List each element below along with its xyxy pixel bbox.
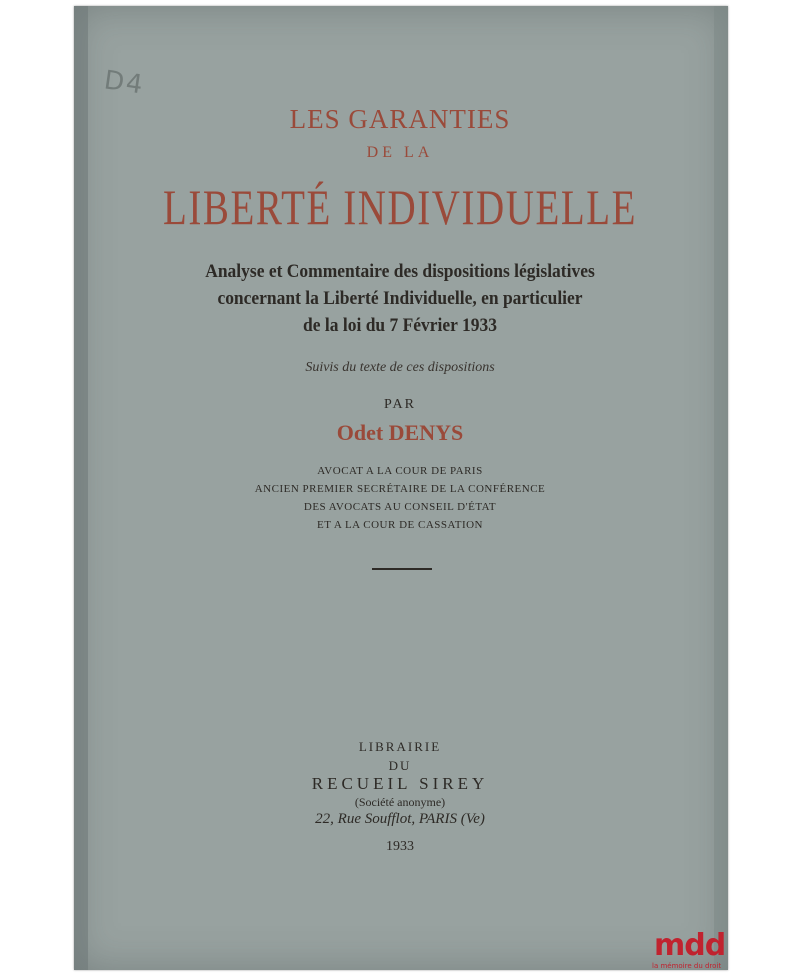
description-line-1: Analyse et Commentaire des dispositions législatives: [205, 261, 595, 282]
publisher-name: RECUEIL SIREY: [311, 774, 489, 793]
divider-rule: [372, 568, 432, 570]
title-line-2: DE LA: [366, 144, 434, 161]
handwritten-note: D4: [102, 65, 147, 101]
description-line-2: concernant la Liberté Individuelle, en particulier: [217, 288, 583, 309]
watermark-tagline: la mémoire du droit: [652, 962, 722, 970]
author-title-4: ET A LA COUR DE CASSATION: [316, 519, 483, 531]
publisher-address: 22, Rue Soufflot, PARIS (Ve): [315, 811, 485, 827]
publisher-company-type: (Société anonyme): [354, 795, 446, 809]
author-title-2: ANCIEN PREMIER SECRÉTAIRE DE LA CONFÉRENCE: [254, 483, 546, 495]
description-line-3: de la loi du 7 Février 1933: [303, 315, 497, 336]
by-label: PAR: [384, 397, 416, 412]
publication-year: 1933: [386, 839, 414, 854]
author-title-3: DES AVOCATS AU CONSEIL D'ÉTAT: [303, 501, 497, 513]
main-title: LIBERTÉ INDIVIDUELLE: [163, 179, 637, 235]
publisher-line-1: LIBRAIRIE: [358, 739, 442, 754]
description: [106, 258, 695, 339]
watermark-logo: mdd: [654, 928, 726, 963]
author-titles: [80, 462, 720, 534]
publisher-line-2: DU: [388, 758, 412, 773]
title-line-1: LES GARANTIES: [289, 104, 511, 134]
author-name: Odet DENYS: [336, 420, 464, 445]
author-title-1: AVOCAT A LA COUR DE PARIS: [317, 465, 483, 477]
subtitle: Suivis du texte de ces dispositions: [305, 360, 495, 375]
